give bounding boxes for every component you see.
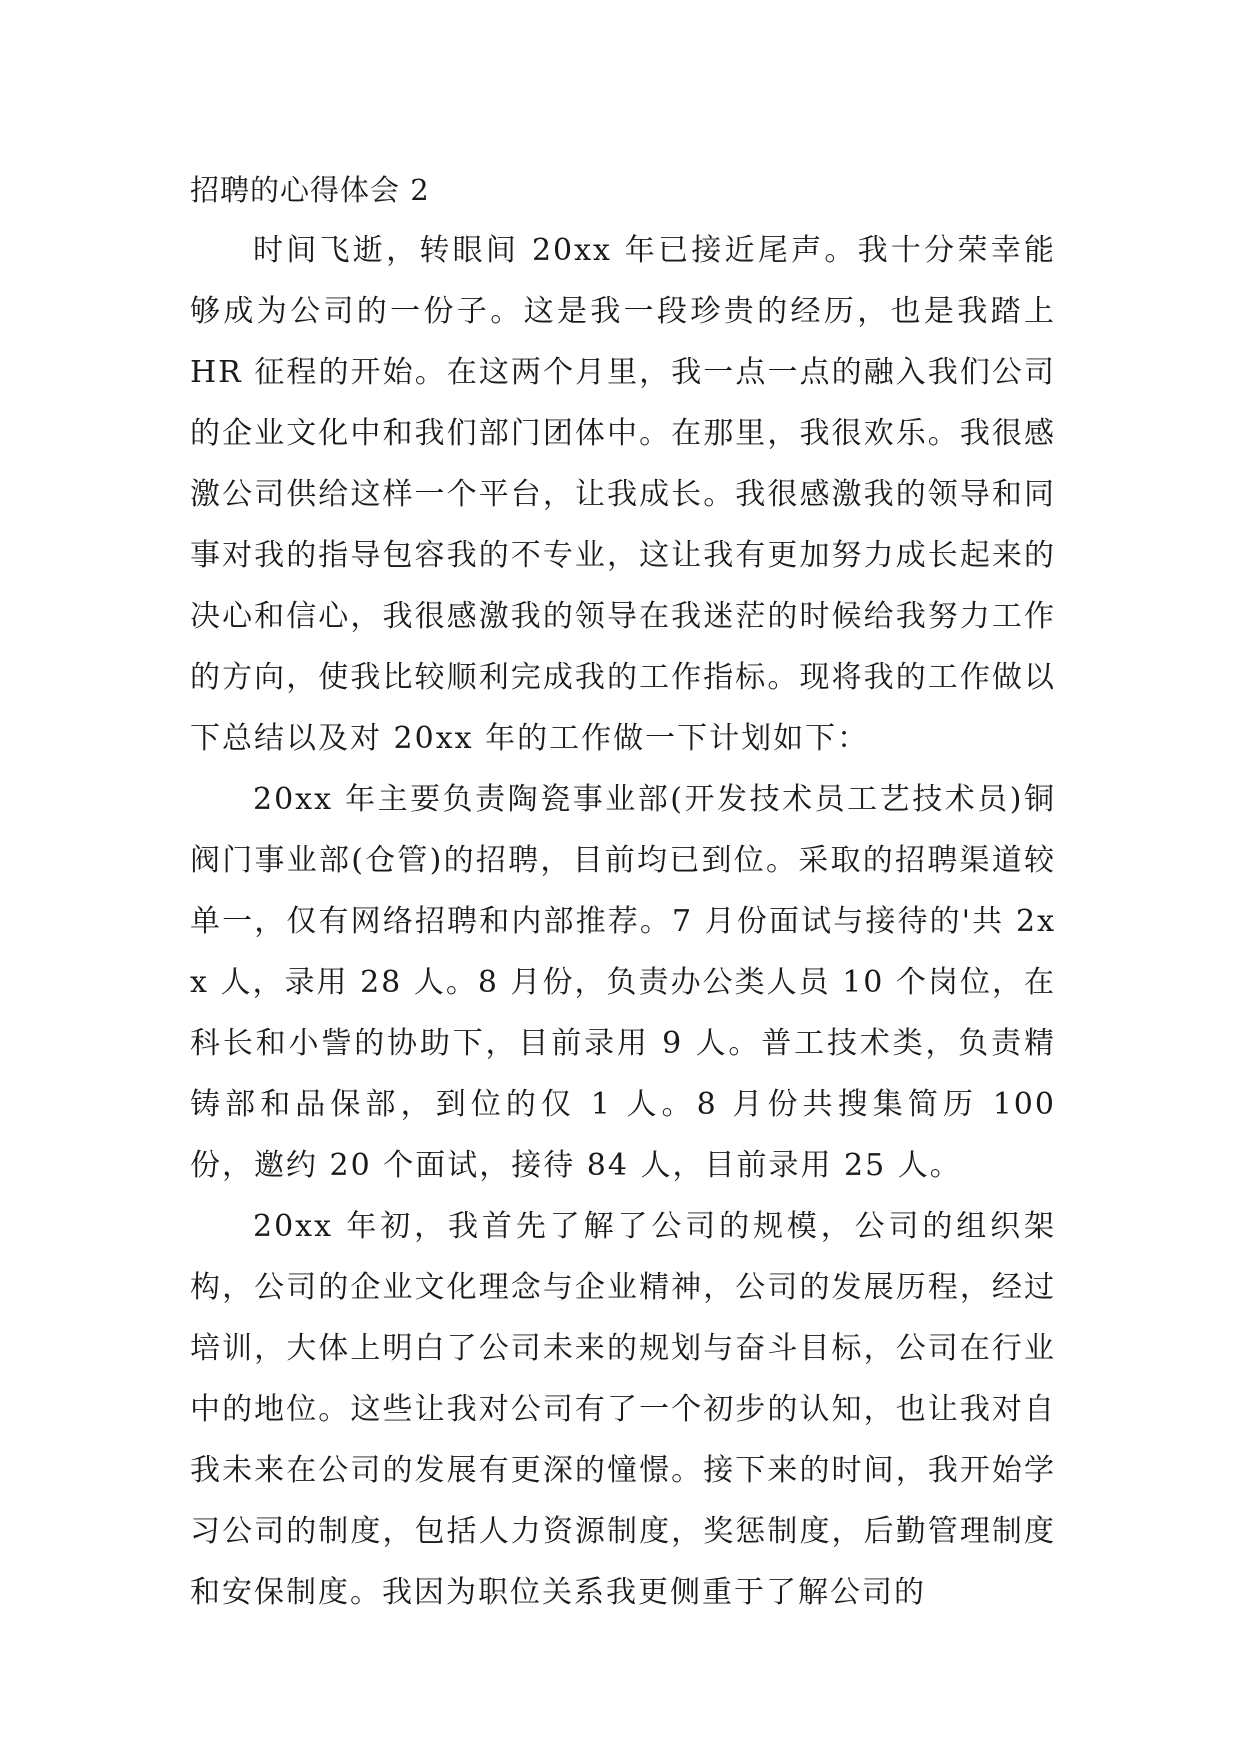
paragraph-intro: 时间飞逝，转眼间 20xx 年已接近尾声。我十分荣幸能够成为公司的一份子。这是我一段珍贵的经历，也是我踏上 HR 征程的开始。在这两个月里，我一点一点的融入我们公司的企业文化中和我们部门团体中。在那里，我很欢乐。我很感激公司供给这样一个平台，让我成长。我很感激我的领导和同事对我的指导包容我的不专业，这让我有更加努力成长起来的决心和信心，我很感激我的领导在我迷茫的时候给我努力工作的方向，使我比较顺利完成我的工作指标。现将我的工作做以下总结以及对 20xx 年的工作做一下计划如下： <box>190 233 1056 756</box>
document-title: 招聘的心得体会 2 <box>190 173 430 207</box>
paragraph-company-learning: 20xx 年初，我首先了解了公司的规模，公司的组织架构，公司的企业文化理念与企业精神，公司的发展历程，经过培训，大体上明白了公司未来的规划与奋斗目标，公司在行业中的地位。这些让我对公司有了一个初步的认知，也让我对自我未来在公司的发展有更深的憧憬。接下来的时间，我开始学习公司的制度，包括人力资源制度，奖惩制度，后勤管理制度和安保制度。我因为职位关系我更侧重于了解公司的 <box>190 1209 1056 1610</box>
paragraph-recruitment-summary: 20xx 年主要负责陶瓷事业部(开发技术员工艺技术员)铜阀门事业部(仓管)的招聘，目前均已到位。采取的招聘渠道较单一，仅有网络招聘和内部推荐。7 月份面试与接待的'共 2xx 人，录用 28 人。8 月份，负责办公类人员 10 个岗位，在科长和小訾的协助下，目前录用 9 人。普工技术类，负责精铸部和品保部，到位的仅 1 人。8 月份共搜集简历 100 份，邀约 20 个面试，接待 84 人，目前录用 25 人。 <box>190 782 1056 1183</box>
document-page <box>190 160 1056 1623</box>
